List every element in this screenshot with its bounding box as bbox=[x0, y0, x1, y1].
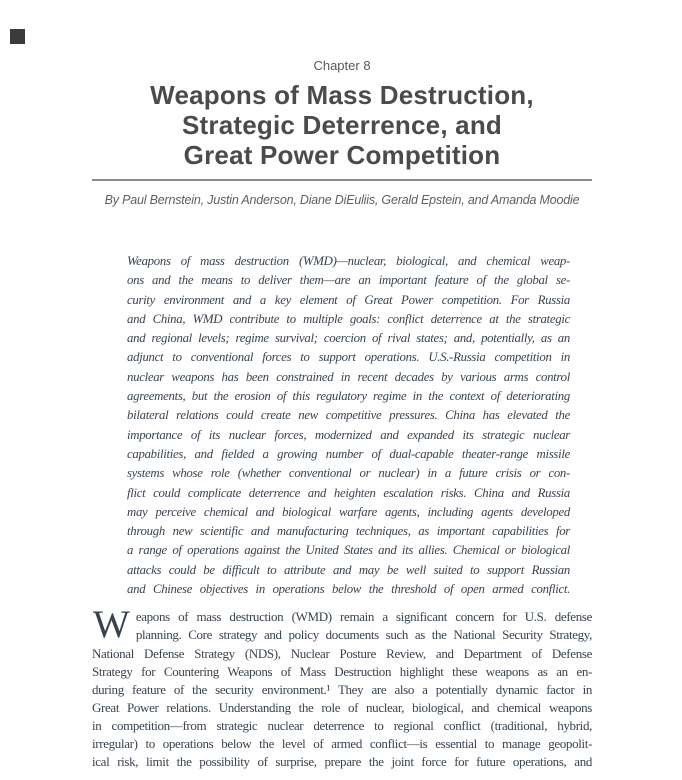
abstract-line: ons and the means to deliver them—are an important feature of the global se- bbox=[127, 273, 570, 288]
abstract-line: importance of its nuclear forces, modernized and expanded its strategic nuclear bbox=[127, 427, 570, 442]
abstract-line: curity environment and a key element of Great Power competition. For Russia bbox=[127, 292, 570, 307]
abstract-line: and regional levels; regime survival; coercion of rival states; and, potentially, as an bbox=[127, 331, 570, 346]
abstract-line: nuclear weapons has been constrained in recent decades by various arms control bbox=[127, 369, 570, 384]
title-divider-rule bbox=[92, 179, 592, 181]
abstract-line: adjunct to conventional forces to support operations. U.S.-Russia competition in bbox=[127, 350, 570, 365]
abstract-line: flict could complicate deterrence and heighten escalation risks. China and Russia bbox=[127, 485, 570, 500]
abstract-line: bilateral relations could create new competitive pressures. China has elevated the bbox=[127, 408, 570, 423]
body-line: ical risk, limit the possibility of surprise, prepare the joint force for future operations, and bbox=[92, 754, 592, 770]
abstract-line: systems whose role (whether conventional or nuclear) in a future crisis or con- bbox=[127, 466, 570, 481]
chapter-title bbox=[92, 80, 592, 170]
byline: By Paul Bernstein, Justin Anderson, Diane DiEuliis, Gerald Epstein, and Amanda Moodie bbox=[104, 193, 580, 207]
abstract-line: attacks could be difficult to attribute and may be well suited to support Russian bbox=[127, 562, 570, 577]
abstract-line: and China, WMD contribute to multiple goals: conflict deterrence at the strategic bbox=[127, 311, 570, 326]
body-line: Strategy for Countering Weapons of Mass Destruction highlight these weapons as an en- bbox=[92, 663, 592, 679]
body-paragraph bbox=[92, 603, 592, 771]
title-line-3: Great Power Competition bbox=[183, 140, 501, 170]
body-line: irregular) to operations below the level of armed conflict—is essential to manage geopolit- bbox=[92, 736, 592, 751]
text-column bbox=[92, 0, 592, 771]
body-line: during feature of the security environment.¹ They are also a potentially dynamic factor in bbox=[92, 681, 592, 697]
abstract-line: a range of operations against the United States and its allies. Chemical or biological bbox=[127, 543, 570, 558]
title-line-1: Weapons of Mass Destruction, bbox=[150, 80, 534, 110]
drop-cap: W bbox=[93, 603, 130, 647]
body-line: in competition—from strategic nuclear deterrence to regional conflict (traditional, hybrid, bbox=[92, 717, 592, 733]
abstract-line: and Chinese objectives in operations below the threshold of open armed conflict. bbox=[127, 582, 570, 597]
body-line: planning. Core strategy and policy documents such as the National Security Strategy, bbox=[135, 627, 592, 643]
abstract-line: capabilities, and fielded a growing number of dual-capable theater-range missile bbox=[127, 446, 570, 461]
page-corner-marker bbox=[10, 29, 25, 44]
title-line-2: Strategic Deterrence, and bbox=[181, 110, 502, 140]
abstract-line: agreements, but the erosion of this regulatory regime in the context of deteriorating bbox=[127, 389, 570, 404]
body-line: National Defense Strategy (NDS), Nuclear Posture Review, and Department of Defense bbox=[92, 645, 592, 661]
abstract-line: Weapons of mass destruction (WMD)—nuclear, biological, and chemical weap- bbox=[127, 254, 570, 268]
body-line: Great Power relations. Understanding the role of nuclear, biological, and chemical weapons bbox=[92, 699, 592, 715]
chapter-label: Chapter 8 bbox=[313, 58, 371, 73]
abstract-line: through new scientific and manufacturing techniques, as important capabilities for bbox=[127, 524, 570, 539]
abstract-block bbox=[127, 252, 570, 599]
abstract-line: may perceive chemical and biological warfare agents, including agents developed bbox=[127, 504, 570, 519]
body-line: eapons of mass destruction (WMD) remain a significant concern for U.S. defense bbox=[135, 609, 592, 625]
